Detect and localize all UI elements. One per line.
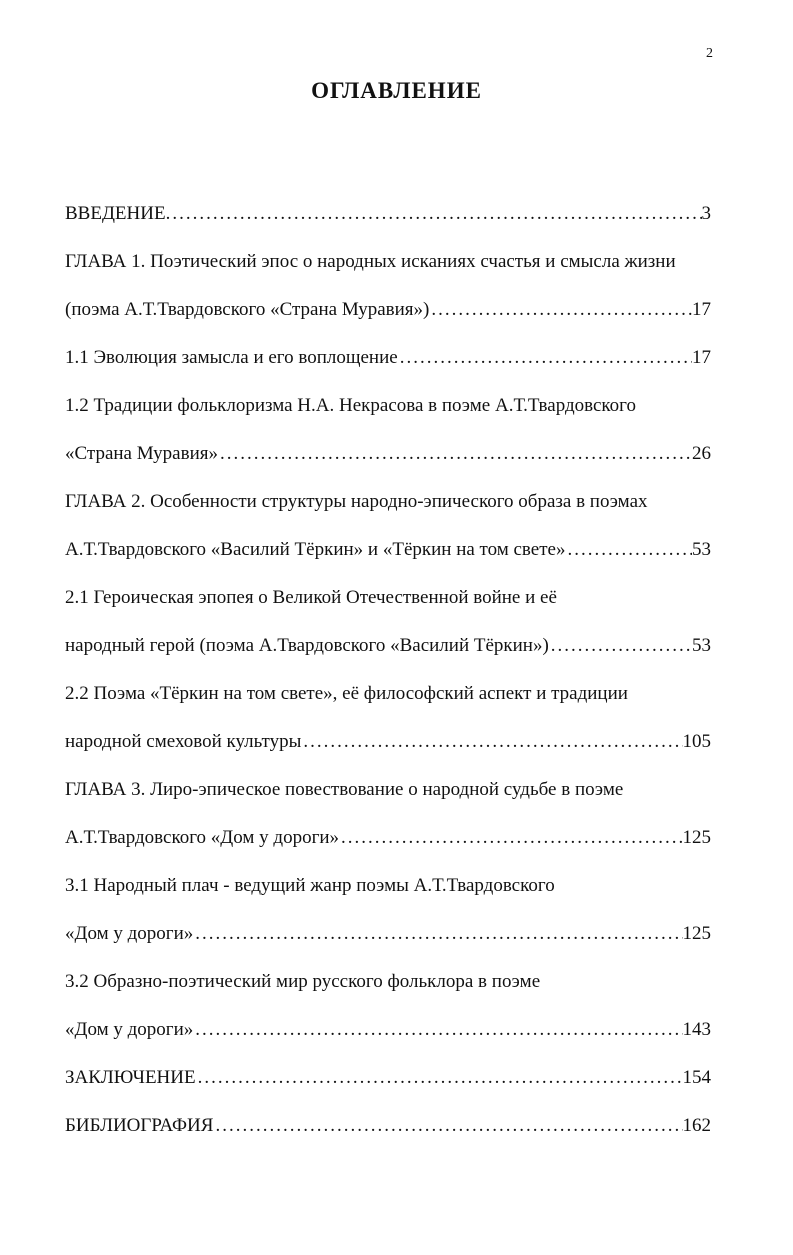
page-number: 2	[706, 46, 713, 61]
toc-entry-section-2-2-line-2	[65, 725, 711, 773]
dot-leader	[398, 341, 692, 375]
dot-leader	[218, 437, 692, 471]
toc-page-number: 154	[682, 1067, 711, 1088]
dot-leader	[170, 197, 701, 231]
dot-leader	[301, 725, 682, 759]
dot-leader	[196, 1061, 683, 1095]
toc-label: (поэма А.Т.Твардовского «Страна Муравия»)	[65, 299, 430, 320]
toc-page-number: 162	[682, 1115, 711, 1136]
toc-label: А.Т.Твардовского «Василий Тёркин» и «Тёркин на том свете»	[65, 539, 566, 560]
toc-label: 1.1 Эволюция замысла и его воплощение	[65, 347, 398, 368]
table-of-contents	[65, 197, 711, 1157]
dot-leader	[193, 1013, 682, 1047]
toc-label: «Дом у дороги»	[65, 1019, 194, 1040]
toc-page-number: 17	[692, 299, 711, 320]
toc-entry-section-1-2-line-2	[65, 437, 711, 485]
toc-entry-conclusion	[65, 1061, 711, 1109]
toc-entry-section-1-2-line-1: 1.2 Традиции фольклоризма Н.А. Некрасова в поэме А.Т.Твардовского	[65, 395, 637, 416]
toc-page-number: 53	[692, 539, 711, 560]
dot-leader	[193, 917, 682, 951]
toc-page-number: 105	[682, 731, 711, 752]
toc-entry-section-1-1	[65, 341, 711, 389]
toc-label: «Дом у дороги»	[65, 923, 194, 944]
toc-page-number: 143	[682, 1019, 711, 1040]
toc-entry-section-2-2-line-1: 2.2 Поэма «Тёркин на том свете», её философский аспект и традиции	[65, 683, 628, 704]
toc-entry-chapter-1-line-1: ГЛАВА 1. Поэтический эпос о народных исканиях счастья и смысла жизни	[65, 251, 676, 272]
toc-page-number: 3	[701, 203, 711, 224]
toc-label: А.Т.Твардовского «Дом у дороги»	[65, 827, 340, 848]
toc-label: ЗАКЛЮЧЕНИЕ	[65, 1067, 196, 1088]
toc-label: БИБЛИОГРАФИЯ	[65, 1115, 214, 1136]
toc-page-number: 125	[682, 827, 711, 848]
toc-label: народный герой (поэма А.Твардовского «Василий Тёркин»)	[65, 635, 549, 656]
toc-entry-chapter-2-line-2	[65, 533, 711, 581]
toc-entry-section-2-1-line-1: 2.1 Героическая эпопея о Великой Отечественной войне и её	[65, 587, 557, 608]
toc-page-number: 26	[692, 443, 711, 464]
toc-entry-section-3-2-line-2	[65, 1013, 711, 1061]
dot-leader	[213, 1109, 682, 1143]
toc-entry-intro	[65, 197, 711, 245]
toc-page-number: 17	[692, 347, 711, 368]
dot-leader	[549, 629, 692, 663]
toc-entry-section-3-2-line-1: 3.2 Образно-поэтический мир русского фольклора в поэме	[65, 971, 541, 992]
dot-leader	[339, 821, 682, 855]
toc-label: ВВЕДЕНИЕ.	[65, 203, 171, 224]
dot-leader	[565, 533, 692, 567]
toc-entry-section-3-1-line-1: 3.1 Народный плач - ведущий жанр поэмы А.Т.Твардовского	[65, 875, 555, 896]
toc-label: народной смеховой культуры	[65, 731, 302, 752]
page-title: ОГЛАВЛЕНИЕ	[311, 78, 482, 103]
toc-page-number: 53	[692, 635, 711, 656]
toc-page-number: 125	[682, 923, 711, 944]
toc-entry-section-3-1-line-2	[65, 917, 711, 965]
dot-leader	[429, 293, 692, 327]
toc-label: «Страна Муравия»	[65, 443, 218, 464]
toc-entry-bibliography	[65, 1109, 711, 1157]
toc-entry-chapter-1-line-2	[65, 293, 711, 341]
toc-entry-section-2-1-line-2	[65, 629, 711, 677]
toc-entry-chapter-3-line-2	[65, 821, 711, 869]
toc-entry-chapter-3-line-1: ГЛАВА 3. Лиро-эпическое повествование о народной судьбе в поэме	[65, 779, 624, 800]
toc-entry-chapter-2-line-1: ГЛАВА 2. Особенности структуры народно-эпического образа в поэмах	[65, 491, 648, 512]
